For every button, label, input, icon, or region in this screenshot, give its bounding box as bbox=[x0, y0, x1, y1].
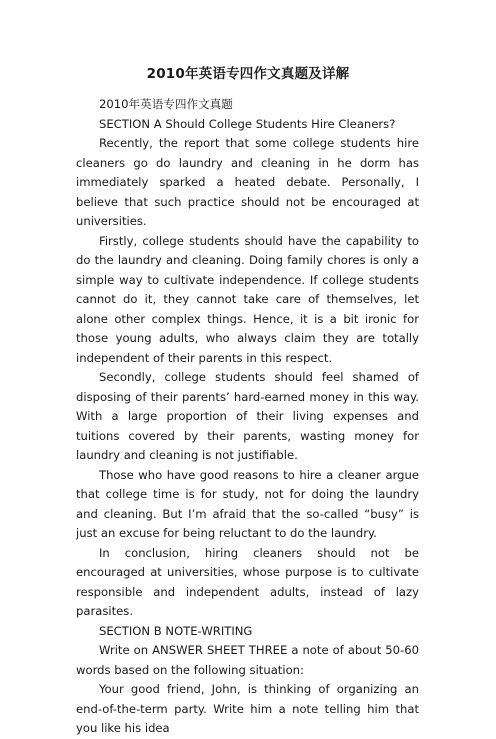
essay-paragraph-conclusion: In conclusion, hiring cleaners should not be encouraged at universities, whose purpose is to cultivate responsible and independent adults, instead of lazy parasites. bbox=[76, 545, 419, 618]
essay-paragraph-secondly: Secondly, college students should feel shamed of disposing of their parents’ hard-earned money in this way. With a large proportion of their living expenses and tuitions covered by their parents, wasting money for laundry and cleaning is not justifiable. bbox=[76, 370, 419, 462]
essay-paragraph-firstly: Firstly, college students should have the capability to do the laundry and cleaning. Doing family chores is only a simple way to cultivate independence. If college students cannot do it, they cannot take care of themselves, let alone other complex things. Hence, it is a bit ironic for those young adults, who always claim they are totally independent of their parents in this respect. bbox=[76, 233, 419, 365]
essay-paragraph-counterargument: Those who have good reasons to hire a cleaner argue that college time is for study, not for doing the laundry and cleaning. But I’m afraid that the so-called “busy” is just an excuse for being reluctant to do the laundry. bbox=[76, 467, 419, 540]
instruction-paragraph: Write on ANSWER SHEET THREE a note of about 50-60 words based on the following situation: bbox=[76, 643, 419, 677]
section-b-heading: SECTION B NOTE-WRITING bbox=[99, 623, 253, 638]
section-a-heading: SECTION A Should College Students Hire Cleaners? bbox=[99, 116, 396, 131]
subtitle-paragraph: 2010年英语专四作文真题 bbox=[99, 97, 233, 111]
situation-paragraph: Your good friend, John, is thinking of organizing an end-of-the-term party. Write him a note telling him that you like his idea bbox=[76, 682, 419, 735]
document-body bbox=[76, 95, 419, 739]
document-title: 2010年英语专四作文真题及详解 bbox=[146, 66, 350, 82]
essay-paragraph-intro: Recently, the report that some college students hire cleaners go do laundry and cleaning in he dorm has immediately sparked a heated debate. Personally, I believe that such practice should not be encouraged at universities. bbox=[76, 136, 419, 228]
